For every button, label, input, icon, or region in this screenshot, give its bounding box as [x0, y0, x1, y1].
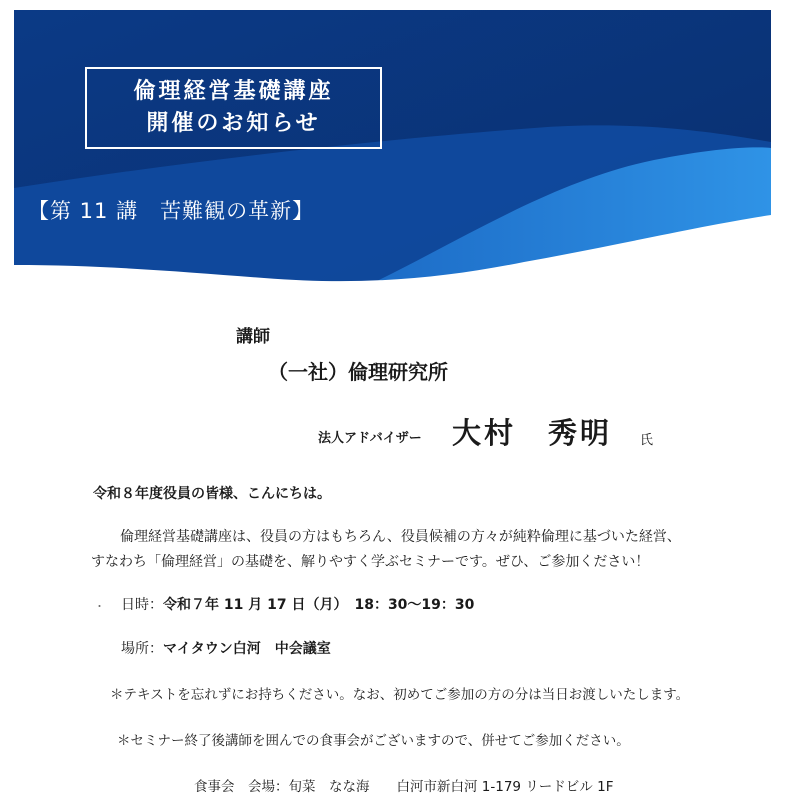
note-text-bring: ＊テキストを忘れずにお持ちください。なお、初めてご参加の方の分は当日お渡しいたします。	[110, 687, 690, 703]
venue-label: 場所：	[121, 641, 163, 657]
title-line-1: 倫理経営基礎講座	[133, 79, 334, 104]
lecturer-role: 法人アドバイザー	[318, 431, 422, 446]
title-line-2: 開催のお知らせ	[146, 111, 321, 136]
date-label: 日時：	[121, 597, 163, 613]
lecture-title: 【第 11 講 苦難観の革新】	[28, 199, 315, 223]
venue-value: マイタウン白河 中会議室	[163, 641, 331, 657]
intro-line-1: 倫理経営基礎講座は、役員の方はもちろん、役員候補の方々が純粋倫理に基づいた経営、	[120, 529, 681, 545]
lecturer-label: 講師	[236, 327, 270, 347]
date-value: 令和７年 11 月 17 日（月） 18：30～19：30	[163, 597, 475, 613]
note-dinner-invite: ＊セミナー終了後講師を囲んでの食事会がございますので、併せてご参加ください。	[117, 733, 630, 749]
greeting: 令和８年度役員の皆様、こんにちは。	[93, 486, 331, 502]
lecturer-name: 大村 秀明	[452, 416, 613, 450]
honorific: 氏	[640, 433, 654, 448]
wave-background	[14, 10, 771, 310]
dinner-venue: 食事会 会場：旬菜 なな海 白河市新白河 1-179 リードビル 1F	[194, 779, 614, 795]
intro-line-2: すなわち「倫理経営」の基礎を、解りやすく学ぶセミナーです。ぜひ、ご参加ください！	[91, 554, 650, 570]
organization-name: （一社）倫理研究所	[268, 360, 448, 384]
header-banner	[14, 10, 771, 310]
bullet-dot: ・	[94, 600, 105, 613]
title-box	[85, 67, 382, 149]
date-row	[121, 594, 474, 614]
venue-row	[121, 638, 331, 658]
